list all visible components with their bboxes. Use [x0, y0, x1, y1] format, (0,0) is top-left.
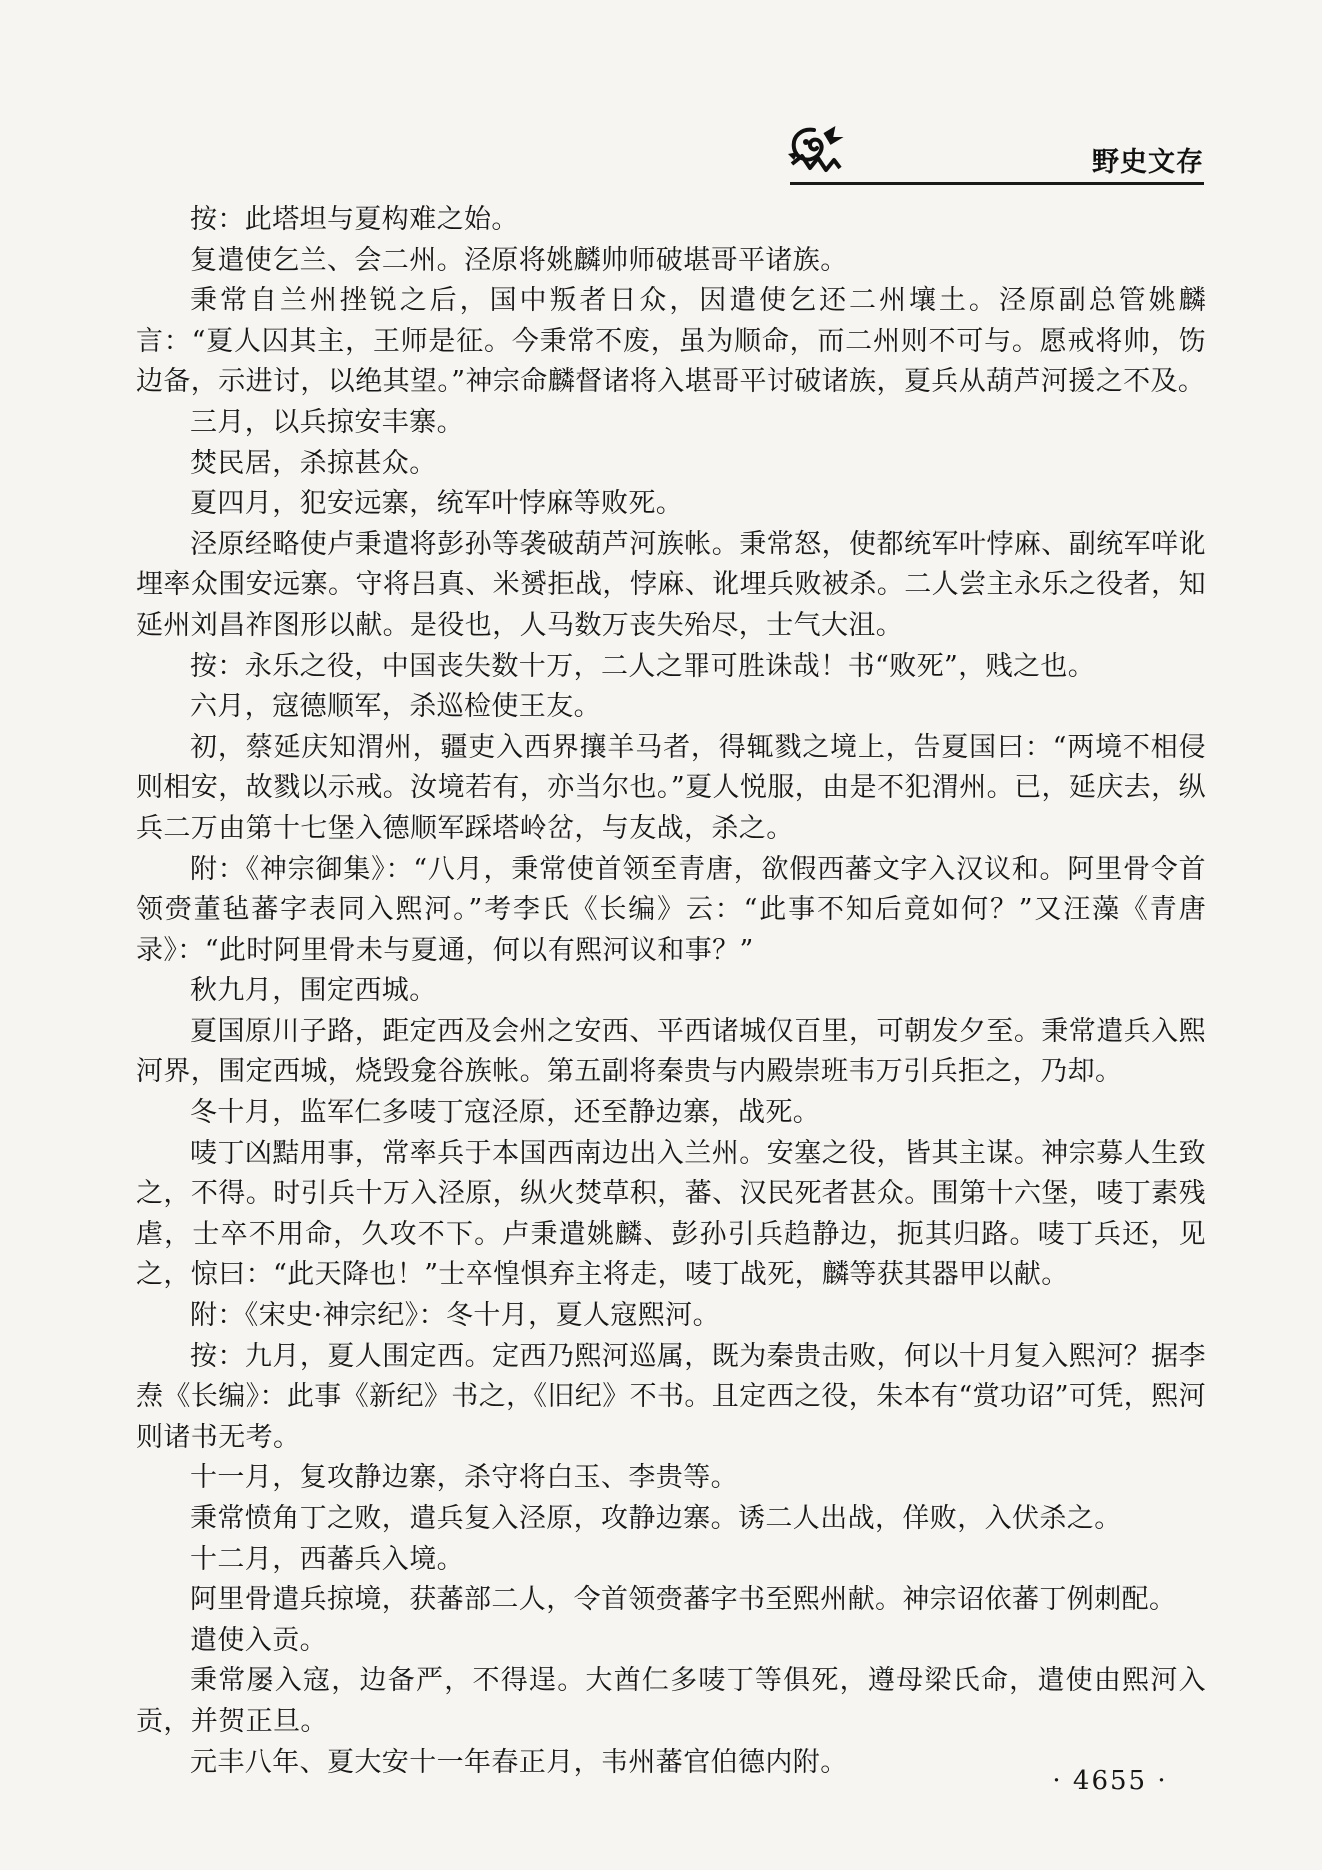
paragraph: 夏四月，犯安远寨，统军叶悖麻等败死。: [190, 488, 684, 520]
paragraph: 秉常自兰州挫锐之后，国中叛者日众，因遣使乞还二州壤土。泾原副总管姚麟言：“夏人囚其主，王师是征。今秉常不废，虽为顺命，而二州则不可与。愿戒将帅，饬边备，示进讨，以绝其望。”神宗命麟督诸将入堪哥平讨破诸族，夏兵从葫芦河援之不及。: [136, 285, 1206, 398]
paragraph: 夏国原川子路，距定西及会州之安西、平西诸城仅百里，可朝发夕至。秉常遣兵入熙河界，围定西城，烧毁龛谷族帐。第五副将秦贵与内殿崇班韦万引兵拒之，乃却。: [136, 1015, 1206, 1088]
paragraph: 初，蔡延庆知渭州，疆吏入西界攘羊马者，得辄戮之境上，告夏国曰：“两境不相侵则相安，故戮以示戒。汝境若有，亦当尔也。”夏人悦服，由是不犯渭州。已，延庆去，纵兵二万由第十七堡入德顺军踩塔岭岔，与友战，杀之。: [136, 731, 1206, 844]
paragraph: 唛丁凶黠用事，常率兵于本国西南边出入兰州。安塞之役，皆其主谋。神宗募人生致之，不得。时引兵十万入泾原，纵火焚草积，蕃、汉民死者甚众。围第十六堡，唛丁素残虐，士卒不用命，久攻不下。卢秉遣姚麟、彭孙引兵趋静边，扼其归路。唛丁兵还，见之，惊曰：“此天降也！”士卒惶惧弃主将走，唛丁战死，麟等获其器甲以献。: [136, 1137, 1206, 1291]
body-text: [136, 200, 1206, 1783]
paragraph: 十二月，西蕃兵入境。: [190, 1543, 464, 1575]
paragraph: 按：永乐之役，中国丧失数十万，二人之罪可胜诛哉！书“败死”，贱之也。: [190, 650, 1096, 682]
dragon-emblem-icon: [784, 124, 844, 180]
paragraph: 复遣使乞兰、会二州。泾原将姚麟帅师破堪哥平诸族。: [190, 244, 848, 276]
paragraph: 焚民居，杀掠甚众。: [190, 447, 437, 479]
paragraph: 十一月，复攻静边寨，杀守将白玉、李贵等。: [190, 1462, 738, 1494]
paragraph: 冬十月，监军仁多唛丁寇泾原，还至静边寨，战死。: [190, 1097, 821, 1129]
paragraph: 附：《宋史·神宗纪》：冬十月，夏人寇熙河。: [190, 1300, 720, 1332]
paragraph: 阿里骨遣兵掠境，获蕃部二人，令首领赍蕃字书至熙州献。神宗诏依蕃丁例刺配。: [190, 1584, 1177, 1616]
paragraph: 六月，寇德顺军，杀巡检使王友。: [190, 691, 601, 723]
paragraph: 泾原经略使卢秉遣将彭孙等袭破葫芦河族帐。秉常怒，使都统军叶悖麻、副统军咩讹埋率众围安远寨。守将吕真、米赟拒战，悖麻、讹埋兵败被杀。二人尝主永乐之役者，知延州刘昌祚图形以献。是役也，人马数万丧失殆尽，士气大沮。: [136, 528, 1206, 641]
paragraph: 秋九月，围定西城。: [190, 975, 437, 1007]
paragraph: 元丰八年、夏大安十一年春正月，韦州蕃官伯德内附。: [190, 1746, 848, 1778]
paragraph: 按：九月，夏人围定西。定西乃熙河巡属，既为秦贵击败，何以十月复入熙河？据李焘《长编》：此事《新纪》书之，《旧纪》不书。且定西之役，朱本有“赏功诏”可凭，熙河则诸书无考。: [136, 1340, 1207, 1453]
paragraph: 按：此塔坦与夏构难之始。: [190, 204, 519, 235]
paragraph: 三月，以兵掠安丰寨。: [190, 406, 464, 438]
paragraph: 秉常屡入寇，边备严，不得逞。大酋仁多唛丁等俱死，遵母梁氏命，遣使由熙河入贡，并贺正旦。: [136, 1665, 1206, 1737]
paragraph: 遣使入贡。: [190, 1624, 327, 1656]
header-rule: [790, 182, 1204, 185]
page-number: · 4655 ·: [1052, 1766, 1168, 1796]
page-header: [784, 120, 1204, 190]
paragraph: 附：《神宗御集》：“八月，秉常使首领至青唐，欲假西蕃文字入汉议和。阿里骨令首领赍董毡蕃字表同入熙河。”考李氏《长编》云：“此事不知后竟如何？”又汪藻《青唐录》：“此时阿里骨未与夏通，何以有熙河议和事？”: [136, 853, 1206, 966]
series-title: 野史文存: [1092, 147, 1204, 178]
paragraph: 秉常愤角丁之败，遣兵复入泾原，攻静边寨。诱二人出战，佯败，入伏杀之。: [190, 1503, 1122, 1534]
